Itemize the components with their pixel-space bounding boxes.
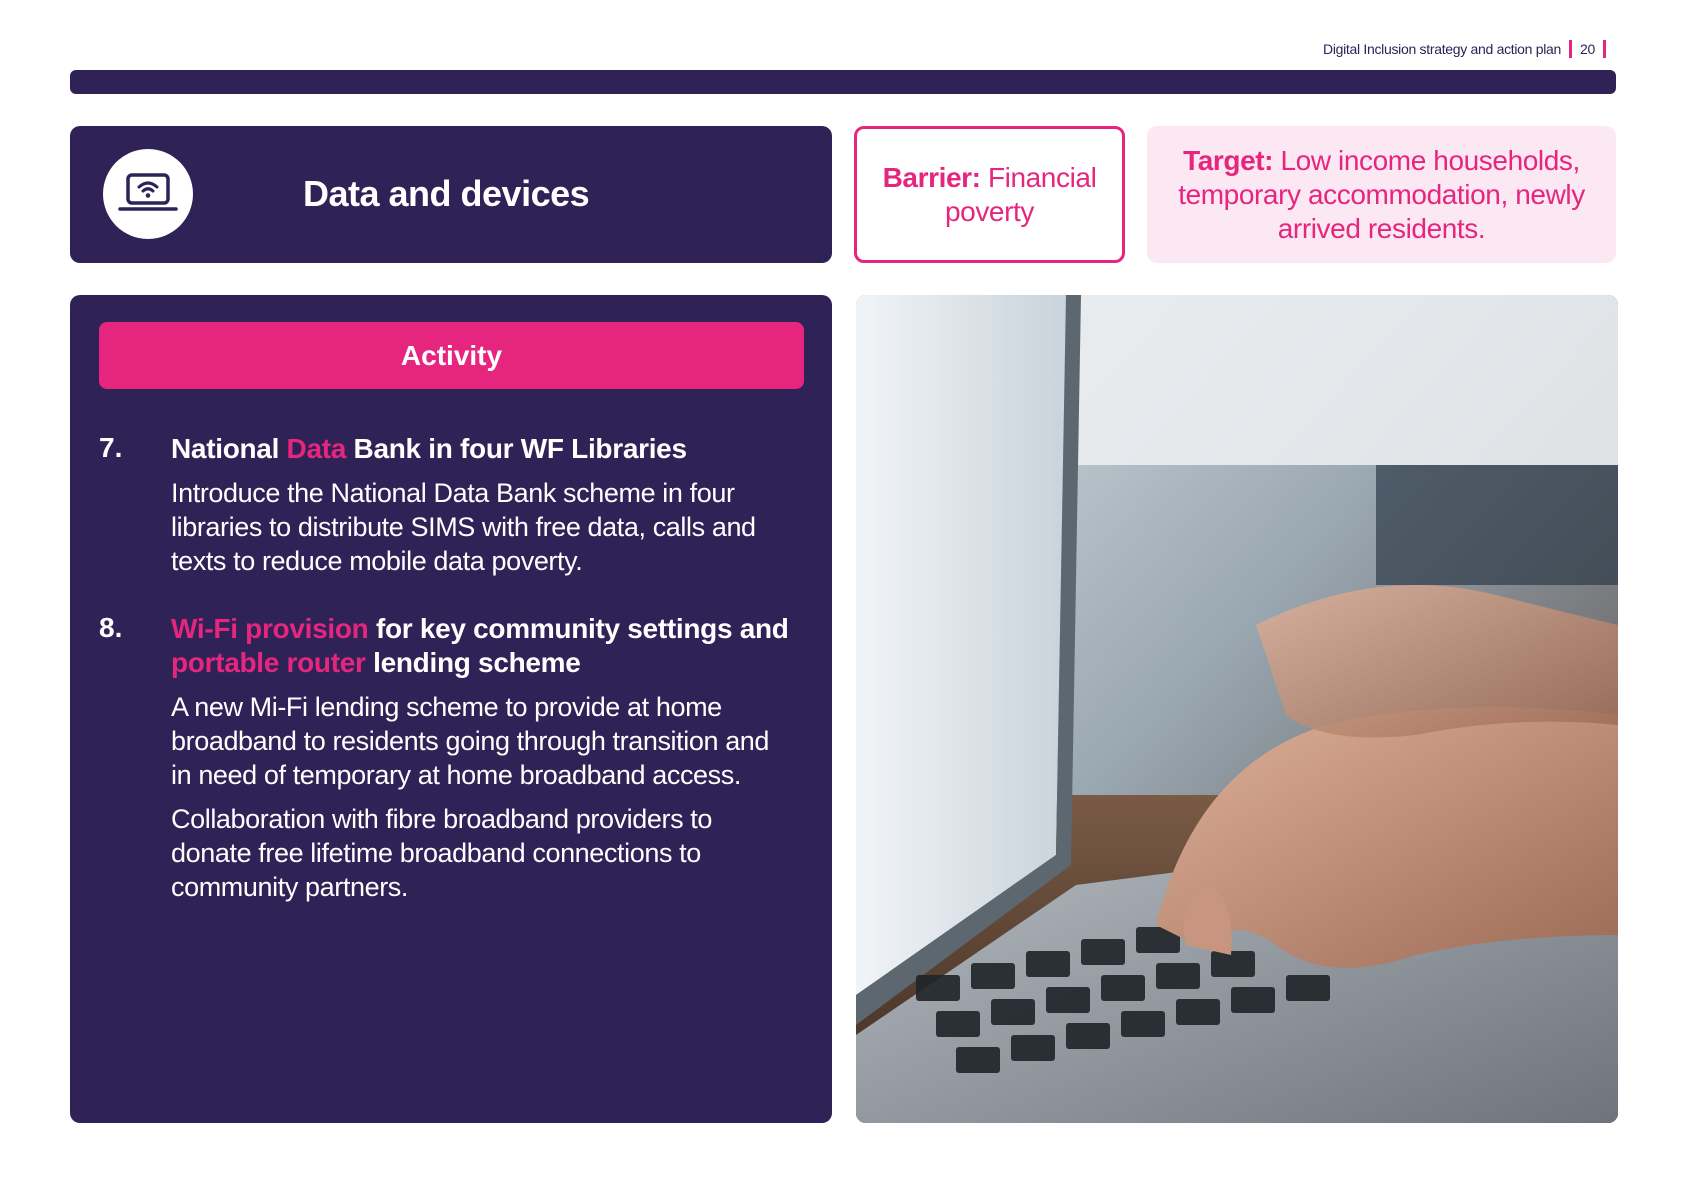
section-title-card: [70, 126, 832, 263]
page-header: [1323, 40, 1614, 58]
barrier-box: [854, 126, 1125, 263]
item-description: A new Mi-Fi lending scheme to provide at home broadband to residents going through transition and in need of temporary at home broadband access.: [171, 692, 770, 790]
laptop-typing-photo: [856, 295, 1618, 1123]
section-title: Data and devices: [303, 173, 590, 214]
target-box: [1147, 126, 1616, 263]
item-description: Collaboration with fibre broadband providers to donate free lifetime broadband connections to community partners.: [171, 804, 713, 902]
activity-header: Activity: [99, 322, 804, 389]
activity-item-8: [99, 612, 789, 904]
target-text: Low income households, temporary accommodation, newly arrived residents.: [1178, 144, 1585, 244]
heading-part: lending scheme: [365, 647, 581, 678]
document-title: Digital Inclusion strategy and action plan: [1323, 41, 1562, 57]
heading-part: National: [171, 433, 287, 464]
header-divider-end: [1603, 40, 1606, 58]
heading-highlight: Data: [286, 433, 347, 464]
barrier-text: Financial poverty: [944, 161, 1097, 227]
item-number: 8.: [99, 612, 123, 643]
laptop-wifi-icon: [103, 149, 193, 239]
activity-panel: [70, 295, 832, 1123]
heading-part: for key community settings and: [368, 613, 789, 644]
item-description: Introduce the National Data Bank scheme in four libraries to distribute SIMS with free data, calls and texts to reduce mobile data poverty.: [171, 478, 756, 576]
barrier-label: Barrier:: [882, 161, 981, 193]
heading-part: Bank in four WF Libraries: [346, 433, 687, 464]
item-heading: [171, 612, 789, 680]
item-heading: [171, 432, 789, 466]
heading-highlight: portable router: [171, 647, 366, 678]
target-label: Target:: [1183, 144, 1274, 176]
header-divider: [1569, 40, 1572, 58]
item-number: 7.: [99, 432, 123, 463]
top-band: [70, 70, 1616, 94]
activity-item-7: [99, 432, 789, 578]
heading-highlight: Wi-Fi provision: [171, 613, 369, 644]
page-number: 20: [1580, 41, 1595, 57]
